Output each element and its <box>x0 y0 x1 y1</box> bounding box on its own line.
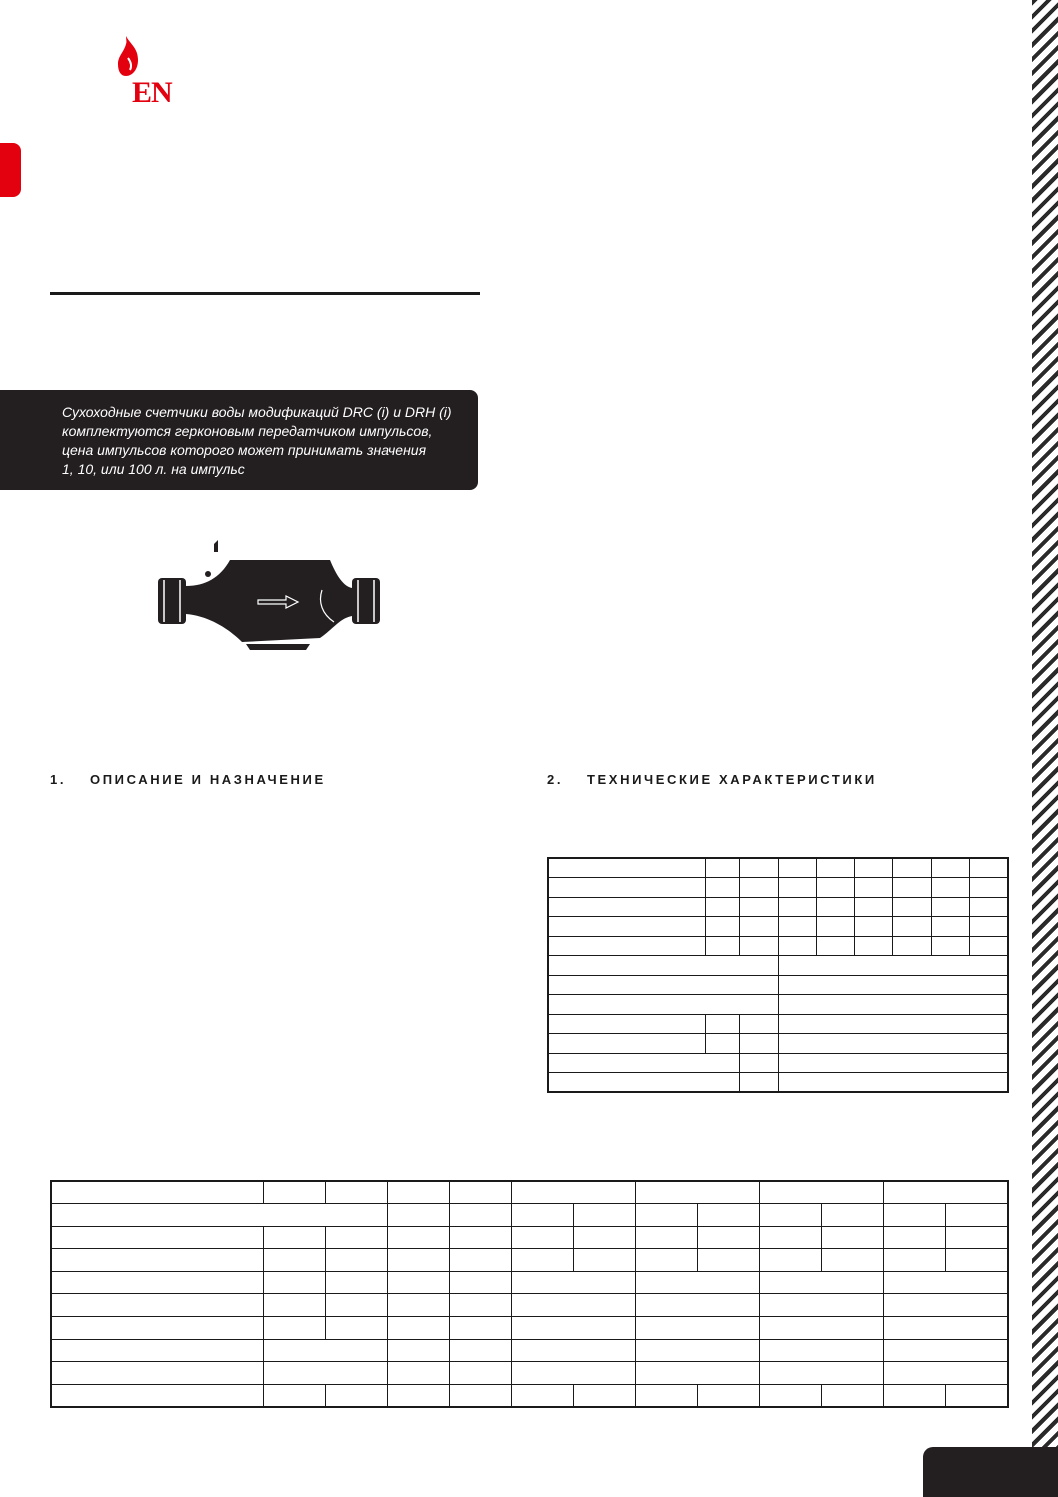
table-row <box>548 1073 1008 1093</box>
table-row <box>51 1339 1008 1362</box>
section-number: 1. <box>50 772 67 787</box>
table-row <box>51 1249 1008 1272</box>
side-tab-marker <box>0 143 21 197</box>
section-number: 2. <box>547 772 564 787</box>
table-row <box>548 956 1008 976</box>
table-row <box>51 1271 1008 1294</box>
dimensions-table <box>50 1180 1009 1408</box>
section-title: ОПИСАНИЕ И НАЗНАЧЕНИЕ <box>90 772 326 787</box>
table-row <box>51 1384 1008 1407</box>
table-row <box>548 917 1008 937</box>
logo-text: EN <box>132 76 172 109</box>
table-row <box>51 1294 1008 1317</box>
table-row <box>548 858 1008 878</box>
section-heading-1 <box>50 772 326 787</box>
section-heading-2 <box>547 772 877 787</box>
intro-box <box>0 390 478 490</box>
table-row <box>51 1362 1008 1385</box>
page-number-box <box>923 1447 1058 1497</box>
brand-logo <box>112 32 192 112</box>
title-divider <box>50 292 480 295</box>
table-row <box>548 878 1008 898</box>
table-row <box>51 1226 1008 1249</box>
table-row <box>548 1034 1008 1054</box>
intro-text: Сухоходные счетчики воды модификаций DRC (i) и DRH (i) комплектуются герконовым передатчиком импульсов, цена импульсов которого может принимать значения 1, 10, или 100 л. на импульс <box>62 404 452 477</box>
table-row <box>548 1014 1008 1034</box>
page-edge-hatch <box>1032 0 1058 1497</box>
table-row <box>51 1181 1008 1204</box>
section-title: ТЕХНИЧЕСКИЕ ХАРАКТЕРИСТИКИ <box>587 772 877 787</box>
tech-specs-table <box>547 857 1009 1093</box>
flame-icon <box>116 34 156 82</box>
table-row <box>51 1204 1008 1227</box>
table-row <box>548 897 1008 917</box>
table-row <box>548 1053 1008 1073</box>
table-row <box>51 1317 1008 1340</box>
table-row <box>548 936 1008 956</box>
table-row <box>548 975 1008 995</box>
water-meter-illustration <box>150 530 400 660</box>
table-row <box>548 995 1008 1015</box>
